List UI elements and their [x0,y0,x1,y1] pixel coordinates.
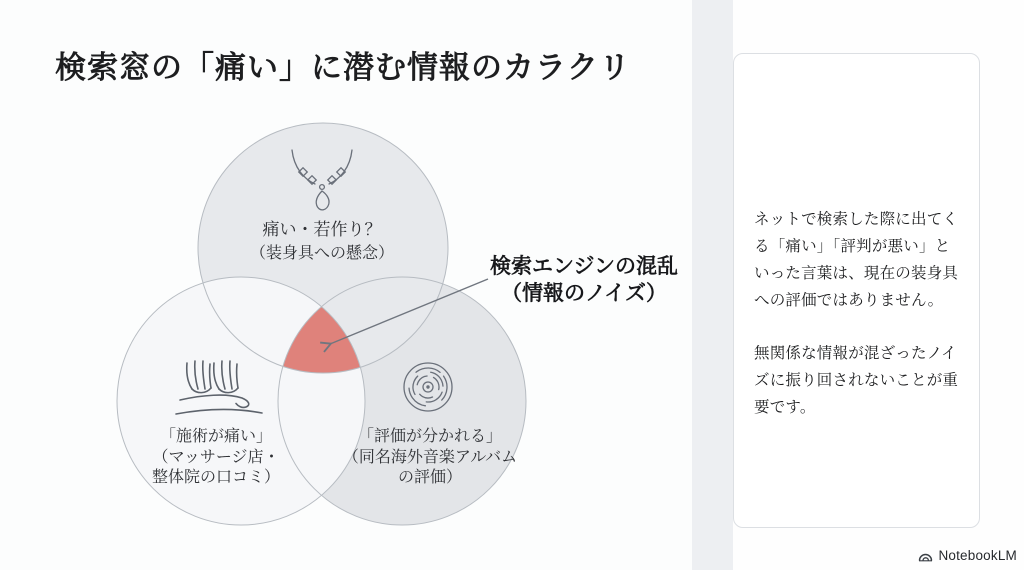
bottom-left-circle-label [116,427,316,489]
center-annotation-line2: （情報のノイズ） [501,282,667,305]
notebooklm-icon [918,550,933,562]
side-panel [733,0,1024,570]
notebooklm-watermark [918,548,1017,563]
side-card [733,53,980,528]
bottom-left-circle-label-line2: （マッサージ店・ [152,448,280,466]
center-annotation-line1: 検索エンジンの混乱 [490,255,678,278]
bottom-left-circle-label-line3: 整体院の口コミ） [151,469,280,486]
side-card-paragraph-2: 無関係な情報が混ざったノイズに振り回されないことが重要です。 [754,345,959,416]
top-circle-label [212,218,432,266]
bottom-right-circle-label-line3: の評価） [397,469,462,486]
section-divider [692,0,733,570]
bottom-right-circle-label [330,427,530,489]
bottom-right-circle-label-line1: 「評価が分かれる」 [357,428,502,445]
bottom-left-circle-label-line1: 「施術が痛い」 [159,428,272,445]
bottom-right-circle-label-line2: （同名海外音楽アルバム [342,448,518,466]
notebooklm-label: NotebookLM [938,548,1017,563]
top-circle-label-line2: （装身具への懸念） [249,245,394,262]
slide-title: 検索窓の「痛い」に潜む情報のカラクリ [55,50,631,85]
top-circle-label-line1: 痛い・若作り？ [262,220,382,239]
side-card-paragraph-1: ネットで検索した際に出てくる「痛い」「評判が悪い」といった言葉は、現在の装身具への評価ではありません。 [754,211,959,309]
center-annotation [478,253,690,307]
